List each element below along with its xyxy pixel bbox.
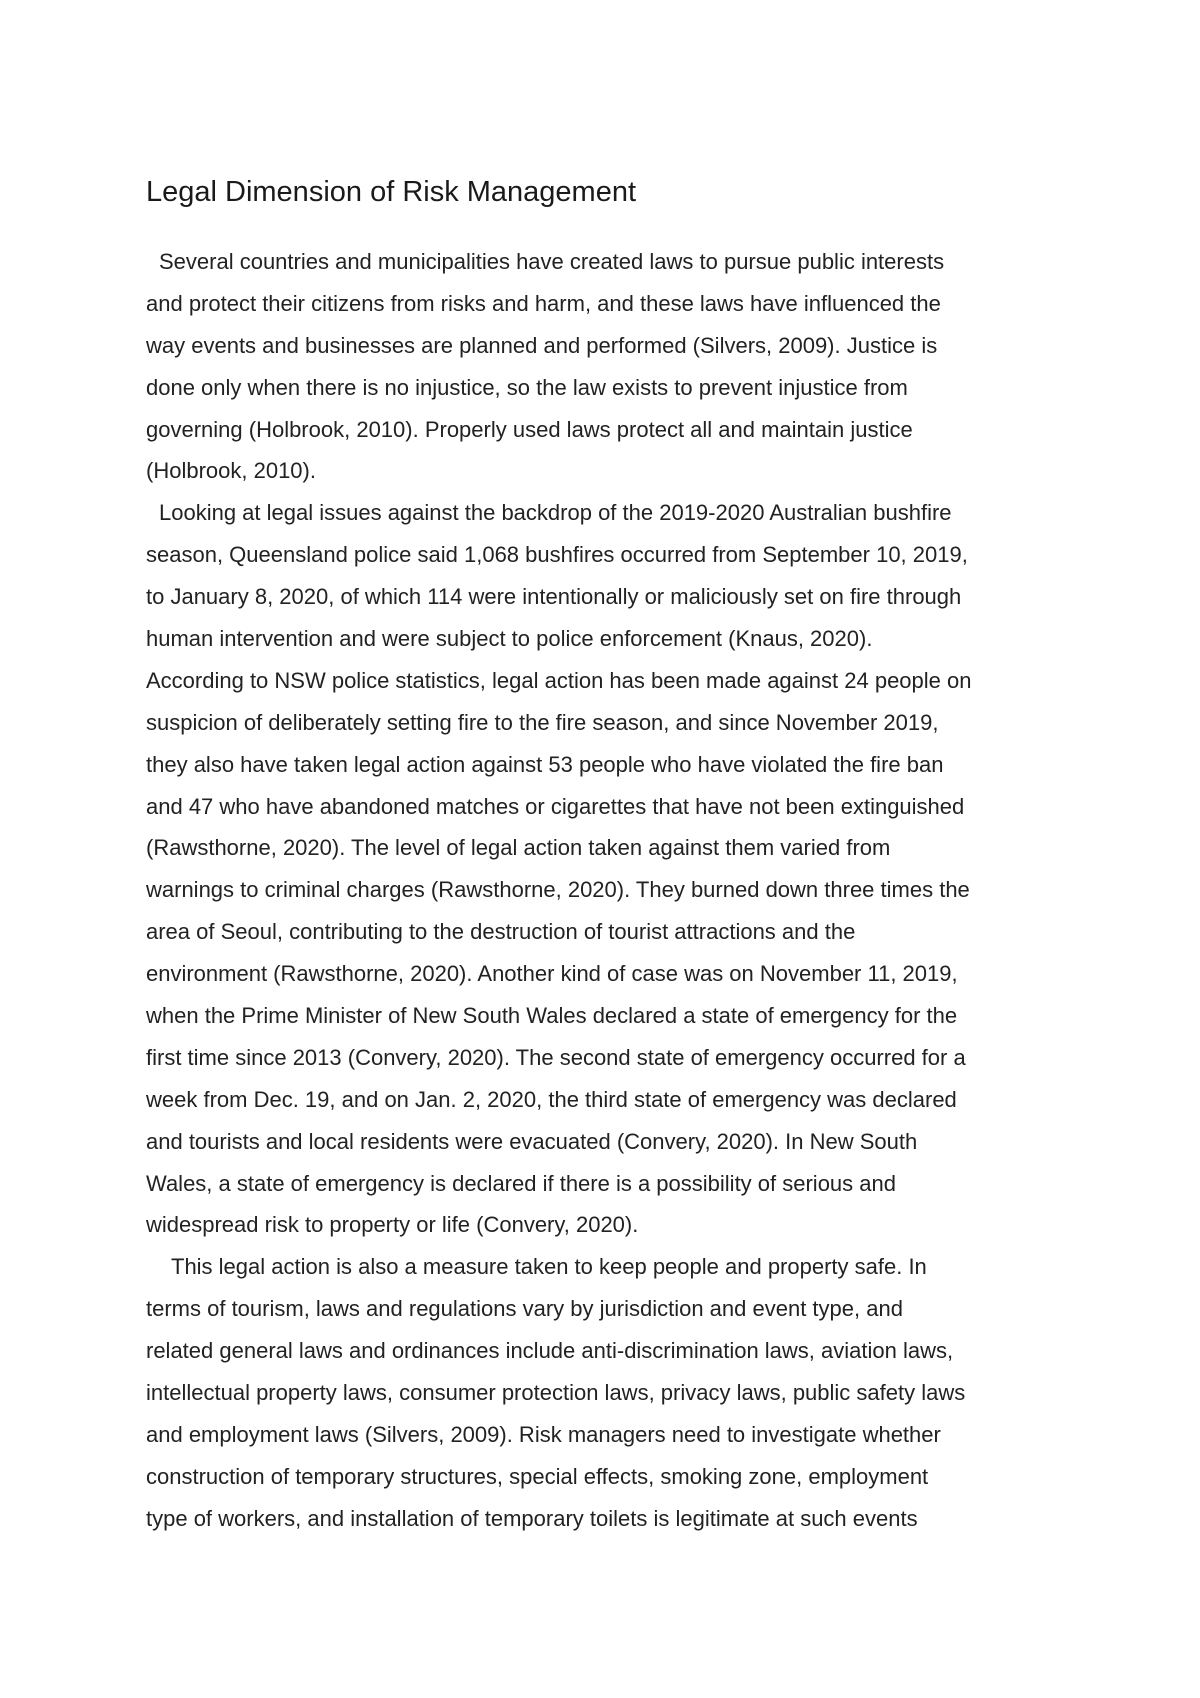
text-line: they also have taken legal action against 53 people who have violated the fire ban: [146, 751, 944, 777]
text-line: construction of temporary structures, special effects, smoking zone, employment: [146, 1463, 929, 1489]
text-line: environment (Rawsthorne, 2020). Another kind of case was on November 11, 2019,: [146, 961, 958, 987]
text-line: Looking at legal issues against the backdrop of the 2019-2020 Australian bushfire: [159, 500, 952, 526]
text-line: human intervention and were subject to police enforcement (Knaus, 2020).: [146, 626, 873, 652]
text-line: (Holbrook, 2010).: [146, 458, 316, 484]
text-line: This legal action is also a measure taken to keep people and property safe. In: [171, 1254, 927, 1280]
text-line: related general laws and ordinances include anti-discrimination laws, aviation laws,: [146, 1338, 954, 1364]
text-line: governing (Holbrook, 2010). Properly used laws protect all and maintain justice: [146, 416, 913, 442]
text-line: and protect their citizens from risks and harm, and these laws have influenced the: [146, 290, 941, 316]
text-line: suspicion of deliberately setting fire to the fire season, and since November 2019,: [146, 709, 939, 735]
text-line: way events and businesses are planned and performed (Silvers, 2009). Justice is: [146, 332, 938, 358]
text-line: and employment laws (Silvers, 2009). Risk managers need to investigate whether: [146, 1421, 941, 1447]
text-line: Several countries and municipalities have created laws to pursue public interests: [159, 249, 945, 274]
text-line: to January 8, 2020, of which 114 were intentionally or maliciously set on fire through: [146, 584, 962, 610]
text-line: Wales, a state of emergency is declared if there is a possibility of serious and: [146, 1170, 896, 1196]
text-line: According to NSW police statistics, legal action has been made against 24 people on: [146, 667, 972, 693]
text-line: intellectual property laws, consumer protection laws, privacy laws, public safety laws: [146, 1380, 966, 1406]
text-line: type of workers, and installation of temporary toilets is legitimate at such events: [146, 1505, 918, 1531]
text-line: warnings to criminal charges (Rawsthorne, 2020). They burned down three times the: [146, 877, 970, 903]
text-line: and 47 who have abandoned matches or cigarettes that have not been extinguished: [146, 793, 965, 819]
text-line: first time since 2013 (Convery, 2020). The second state of emergency occurred for a: [146, 1044, 966, 1070]
document-title: Legal Dimension of Risk Management: [146, 176, 637, 208]
text-line: done only when there is no injustice, so the law exists to prevent injustice from: [146, 374, 908, 400]
text-line: season, Queensland police said 1,068 bushfires occurred from September 10, 2019,: [146, 542, 968, 568]
text-line: area of Seoul, contributing to the destruction of tourist attractions and the: [146, 919, 856, 945]
text-line: (Rawsthorne, 2020). The level of legal action taken against them varied from: [146, 835, 891, 861]
document-body: [146, 241, 1086, 1540]
text-line: and tourists and local residents were evacuated (Convery, 2020). In New South: [146, 1128, 918, 1154]
text-line: terms of tourism, laws and regulations vary by jurisdiction and event type, and: [146, 1296, 903, 1322]
text-line: when the Prime Minister of New South Wales declared a state of emergency for the: [146, 1003, 958, 1029]
text-line: widespread risk to property or life (Convery, 2020).: [146, 1212, 639, 1238]
text-line: week from Dec. 19, and on Jan. 2, 2020, the third state of emergency was declared: [146, 1086, 957, 1112]
